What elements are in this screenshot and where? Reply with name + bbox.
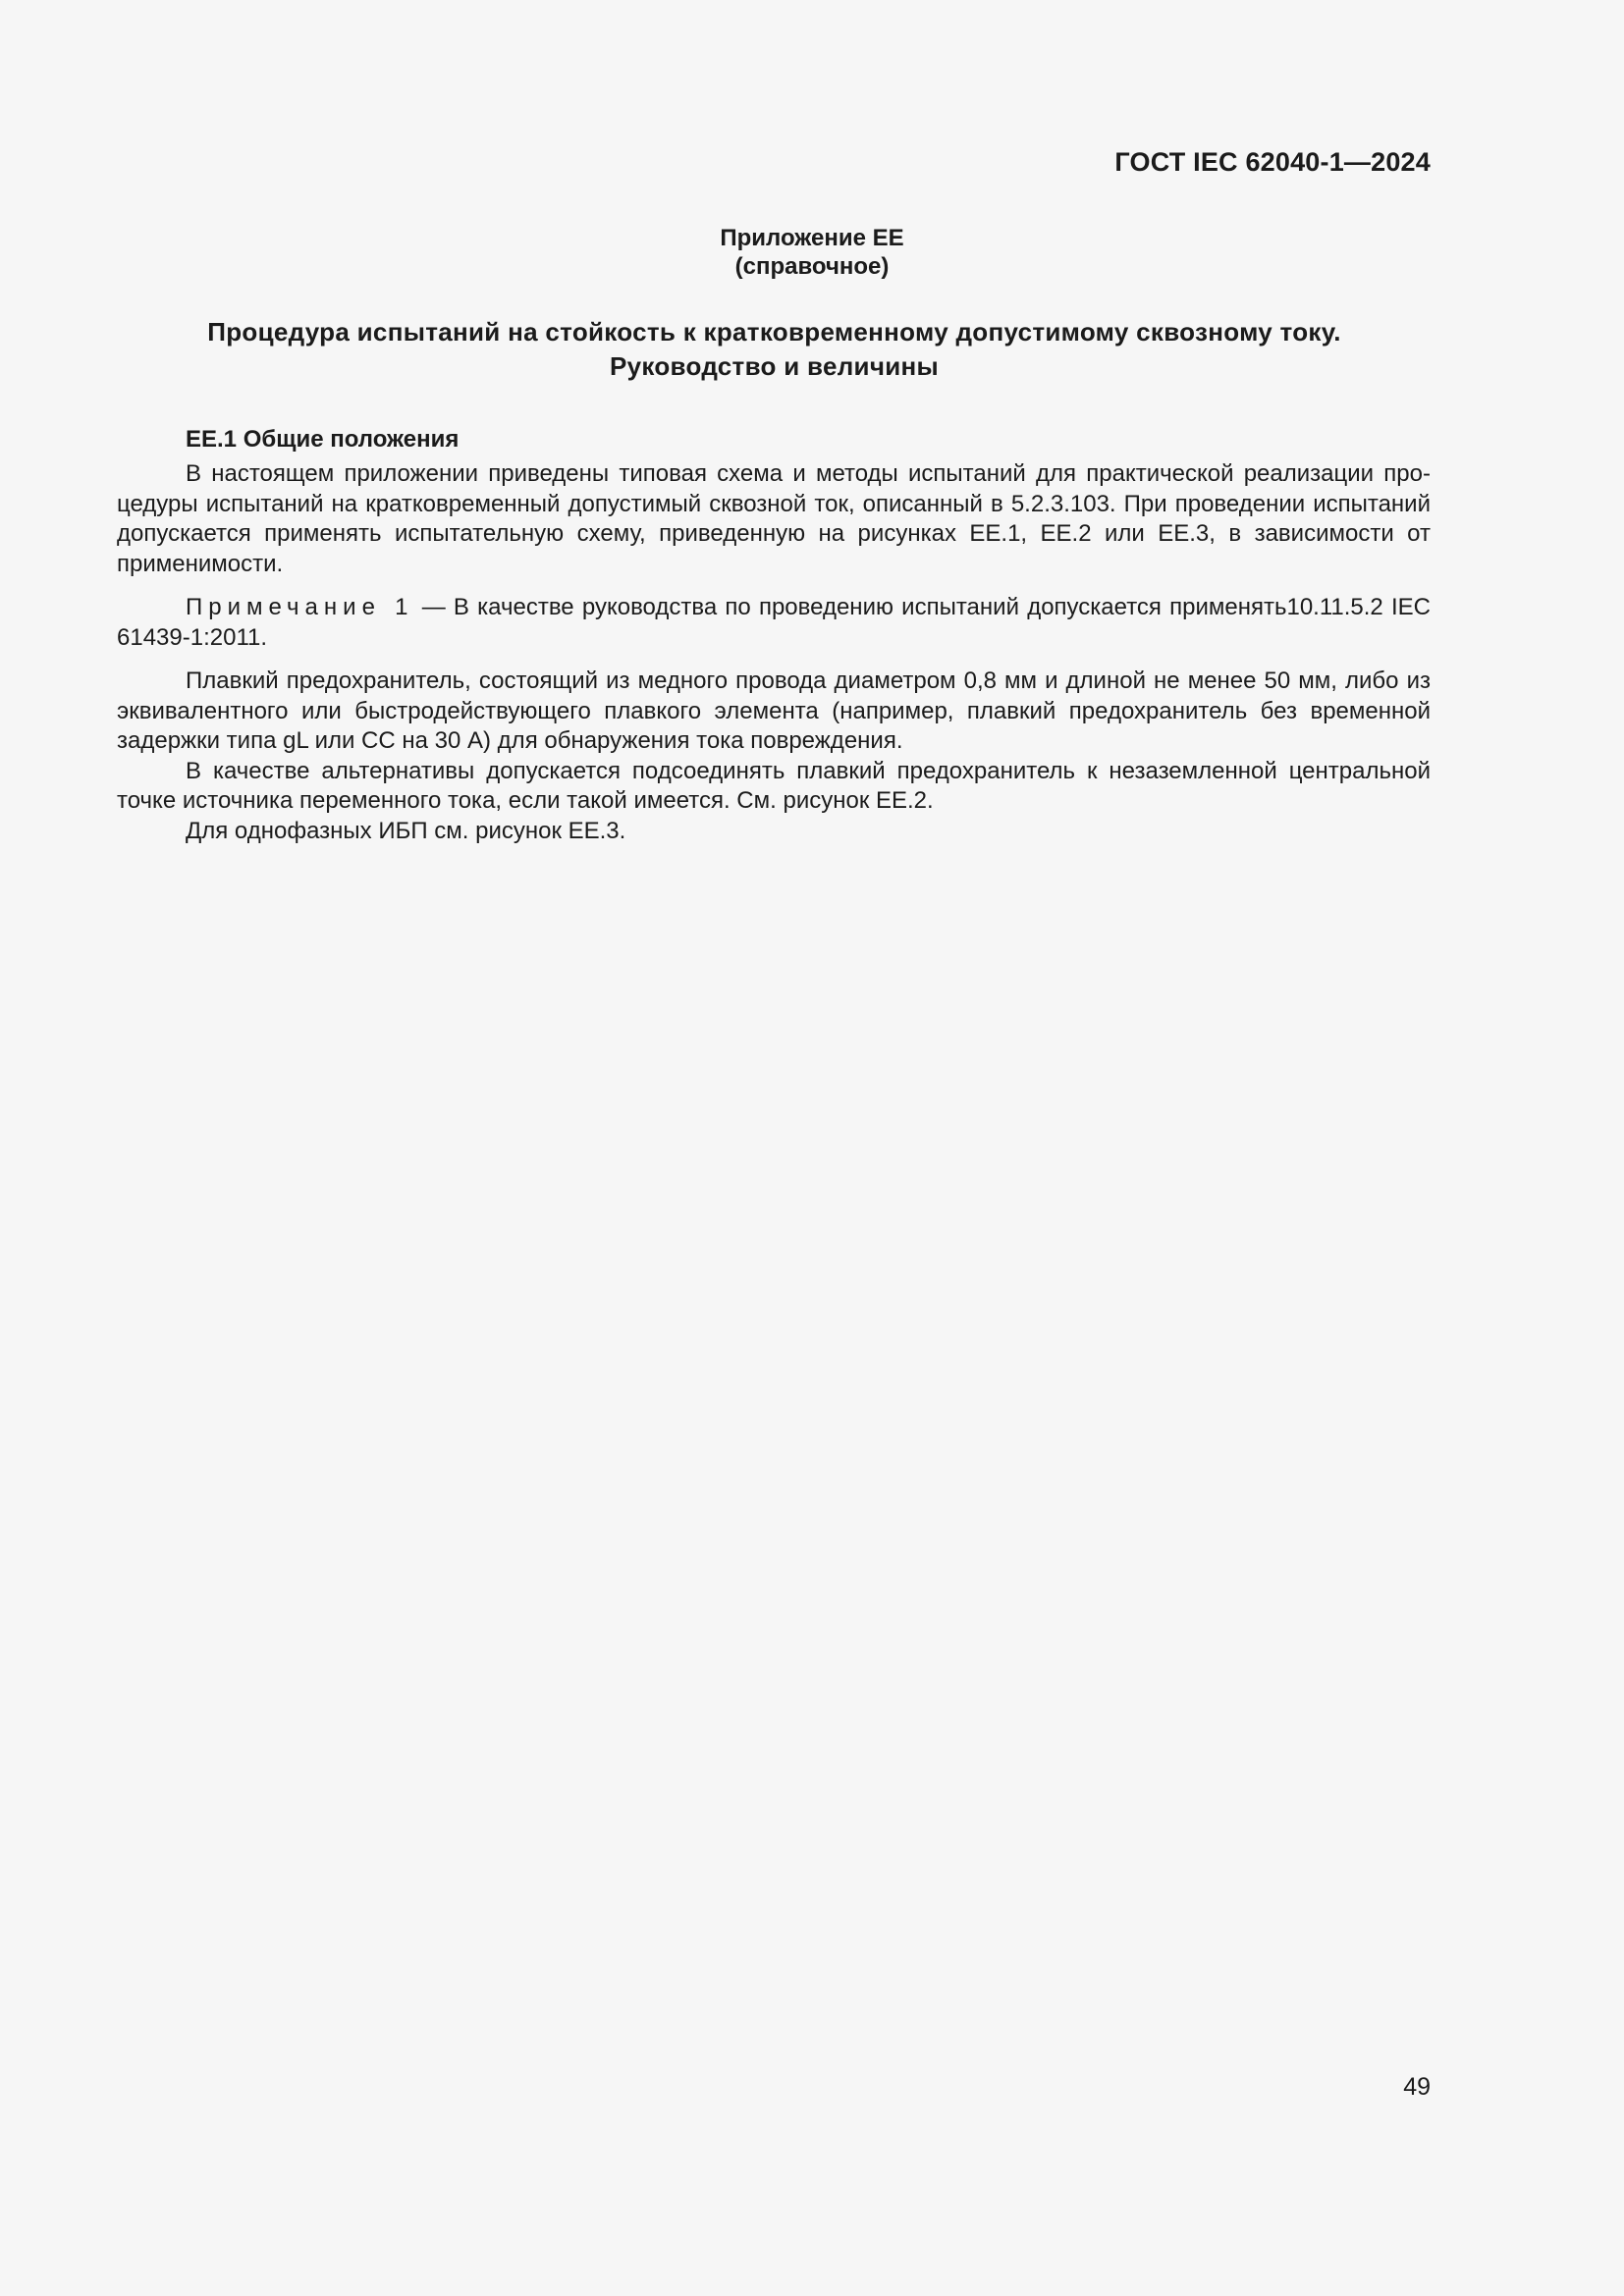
appendix-kind: (справочное) <box>734 253 890 280</box>
document-code: ГОСТ IEC 62040-1—2024 <box>1114 147 1431 177</box>
note-text: — В качестве руководства по проведению испытаний допускается применять10.11.5.2 IEC 61439-1:2011. <box>117 594 1431 651</box>
main-title-line-1: Процедура испытаний на стойкость к кратковременному допустимому сквозному току. <box>207 317 1341 347</box>
paragraph-2: Плавкий предохранитель, состоящий из медного провода диаметром 0,8 мм и длиной не менее 50 мм, либо из эквивалентного или быстродействующего плавкого элемента (например, плавкий предохранитель без временной задержки типа gL или CC на 30 А) для обнаружения тока повреждения. <box>117 667 1431 754</box>
appendix-heading <box>0 224 1624 281</box>
note-1 <box>117 593 1431 653</box>
section-heading: ЕЕ.1 Общие положения <box>186 426 460 453</box>
paragraph-4: Для однофазных ИБП см. рисунок ЕЕ.3. <box>186 817 626 844</box>
main-title <box>118 315 1431 384</box>
appendix-title: Приложение ЕЕ <box>720 225 904 251</box>
page-number: 49 <box>1403 2073 1431 2101</box>
section-content <box>117 424 1431 846</box>
paragraph-3: В качестве альтернативы допускается подсоединять плавкий предохранитель к незаземленной центральной точке источника переменного тока, если такой имеется. См. рисунок ЕЕ.2. <box>117 757 1431 814</box>
main-title-line-2: Руководство и величины <box>609 351 940 381</box>
note-label: Примечание 1 <box>186 594 414 620</box>
paragraph-1: В настоящем приложении приведены типовая схема и методы испытаний для практической реализации процедуры испытаний на кратковременный допустимый сквозной ток, описанный в 5.2.3.103. При проведении испытаний допускается применять испытательную схему, приведенную на рисунках ЕЕ.1, ЕЕ.2 или ЕЕ.3, в зависимости от применимости. <box>117 460 1431 577</box>
